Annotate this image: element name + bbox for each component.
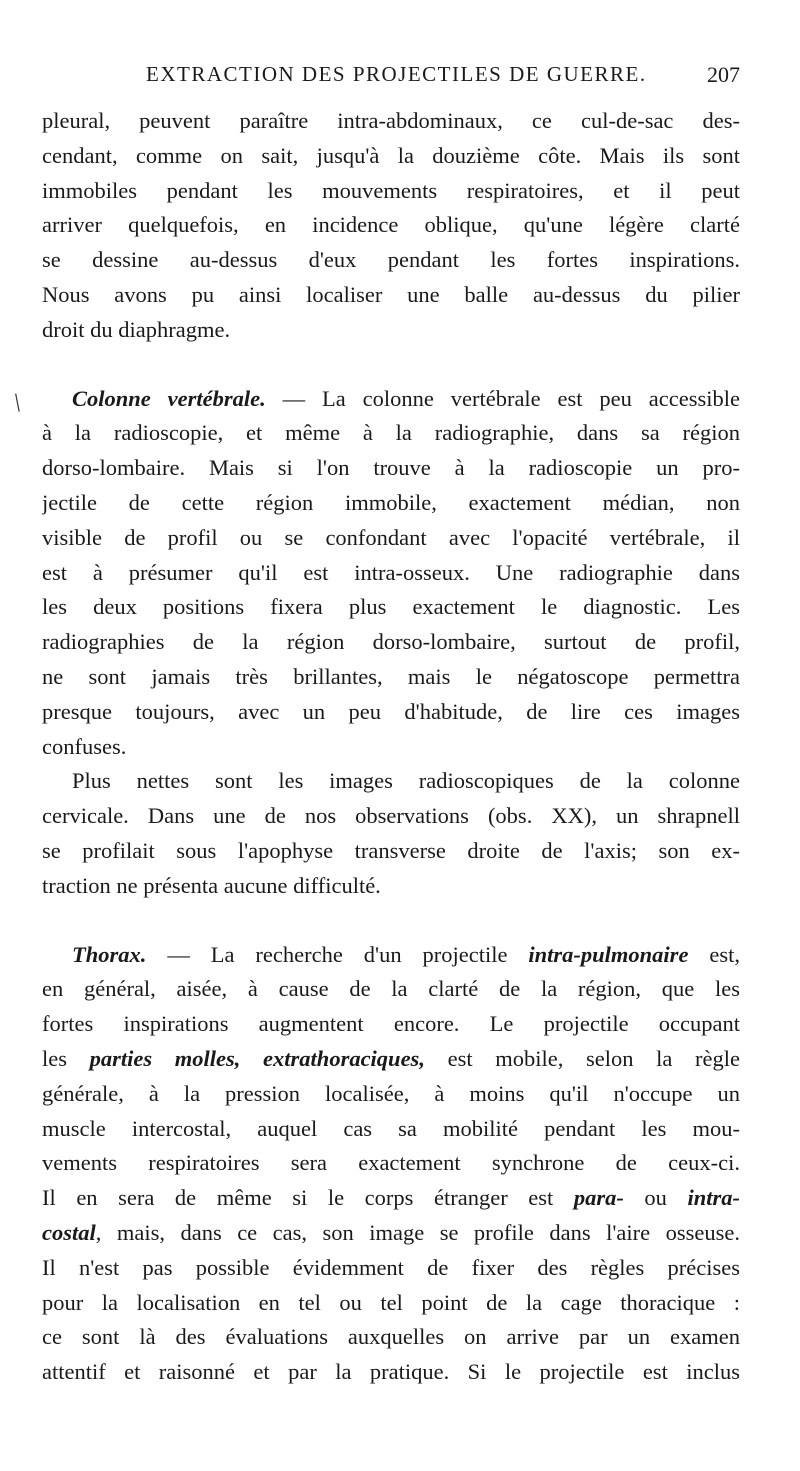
text-line: fortes inspirations augmentent encore. Le projectile occupant (42, 1011, 740, 1037)
text-line: radiographies de la région dorso-lombaire, surtout de profil, (42, 629, 740, 655)
paragraph-gap (42, 904, 740, 938)
text-span: ou (623, 1185, 688, 1211)
margin-mark: / (6, 388, 28, 417)
text-span: , mais, dans ce cas, son image se profile dans l'aire osseuse. (95, 1219, 740, 1245)
text-line: confuses. (42, 733, 127, 759)
emphasis-term: para- (573, 1185, 624, 1211)
text-line: dorso-lombaire. Mais si l'on trouve à la radioscopie un pro- (42, 455, 740, 481)
text-span: — La recherche d'un projectile (146, 941, 529, 967)
text-line: les deux positions fixera plus exactement le diagnostic. Les (42, 594, 740, 620)
text-line (42, 938, 740, 973)
paragraph-pleural (42, 104, 740, 348)
text-line: jectile de cette région immobile, exactement médian, non (42, 489, 740, 515)
text-line (42, 1216, 740, 1251)
page-number: 207 (707, 62, 740, 87)
text-line: muscle intercostal, auquel cas sa mobilité pendant les mou- (42, 1115, 740, 1141)
text-line: pleural, peuvent paraître intra-abdominaux, ce cul-de-sac des- (42, 108, 740, 133)
text-line (42, 1042, 740, 1077)
text-line: en général, aisée, à cause de la clarté de la région, que les (42, 976, 740, 1002)
text-line: à la radioscopie, et même à la radiographie, dans sa région (42, 420, 740, 446)
section-heading-colonne: Colonne vertébrale. (72, 385, 266, 411)
text-span: les (42, 1045, 90, 1071)
emphasis-term: intra-pulmonaire (528, 941, 689, 967)
text-line (42, 1181, 740, 1216)
text-line: Il n'est pas possible évidemment de fixer des règles précises (42, 1254, 740, 1280)
section-heading-thorax: Thorax. (72, 941, 147, 967)
text-line: se profilait sous l'apophyse transverse droite de l'axis; son ex- (42, 837, 740, 863)
text-line: ne sont jamais très brillantes, mais le négatoscope permettra (42, 663, 740, 689)
text-span: est mobile, selon la règle (424, 1045, 740, 1071)
text-line: droit du diaphragme. (42, 316, 231, 342)
text-line: cervicale. Dans une de nos observations (obs. XX), un shrapnell (42, 803, 740, 829)
text-line: presque toujours, avec un peu d'habitude, de lire ces images (42, 698, 740, 724)
text-line: arriver quelquefois, en incidence oblique, qu'une légère clarté (42, 212, 740, 238)
text-span: Il en sera de même si le corps étranger est (42, 1185, 574, 1211)
paragraph-thorax (42, 938, 740, 1390)
paragraph-gap (42, 348, 740, 382)
emphasis-term: parties molles, extrathoraciques, (89, 1045, 425, 1071)
text-line: se dessine au-dessus d'eux pendant les fortes inspirations. (42, 247, 740, 273)
text-line: cendant, comme on sait, jusqu'à la douzième côte. Mais ils sont (42, 142, 740, 168)
text-span: est, (688, 941, 740, 967)
text-line: ce sont là des évaluations auxquelles on arrive par un examen (42, 1324, 740, 1350)
emphasis-term: costal (42, 1219, 96, 1245)
text-line: pour la localisation en tel ou tel point de la cage thoracique : (42, 1289, 740, 1315)
body-text (42, 104, 740, 1390)
text-line: Plus nettes sont les images radioscopiques de la colonne (72, 768, 740, 794)
paragraph-cervicale (42, 764, 740, 903)
text-line: visible de profil ou se confondant avec l'opacité vertébrale, il (42, 524, 740, 550)
running-head (42, 62, 740, 92)
text-line: vements respiratoires sera exactement synchrone de ceux-ci. (42, 1150, 740, 1176)
text-line: est à présumer qu'il est intra-osseux. Une radiographie dans (42, 559, 740, 585)
text-line: attentif et raisonné et par la pratique. Si le projectile est inclus (42, 1359, 740, 1385)
text-line: Nous avons pu ainsi localiser une balle au-dessus du pilier (42, 281, 740, 307)
text-line (42, 382, 740, 417)
text-line: traction ne présenta aucune difficulté. (42, 872, 381, 898)
running-title: EXTRACTION DES PROJECTILES DE GUERRE. (146, 62, 647, 86)
text-line: générale, à la pression localisée, à moins qu'il n'occupe un (42, 1080, 740, 1106)
text-span: — La colonne vertébrale est peu accessible (265, 385, 740, 411)
text-line: immobiles pendant les mouvements respiratoires, et il peut (42, 177, 740, 203)
emphasis-term: intra- (687, 1185, 740, 1211)
paragraph-colonne-vertebrale (42, 382, 740, 765)
